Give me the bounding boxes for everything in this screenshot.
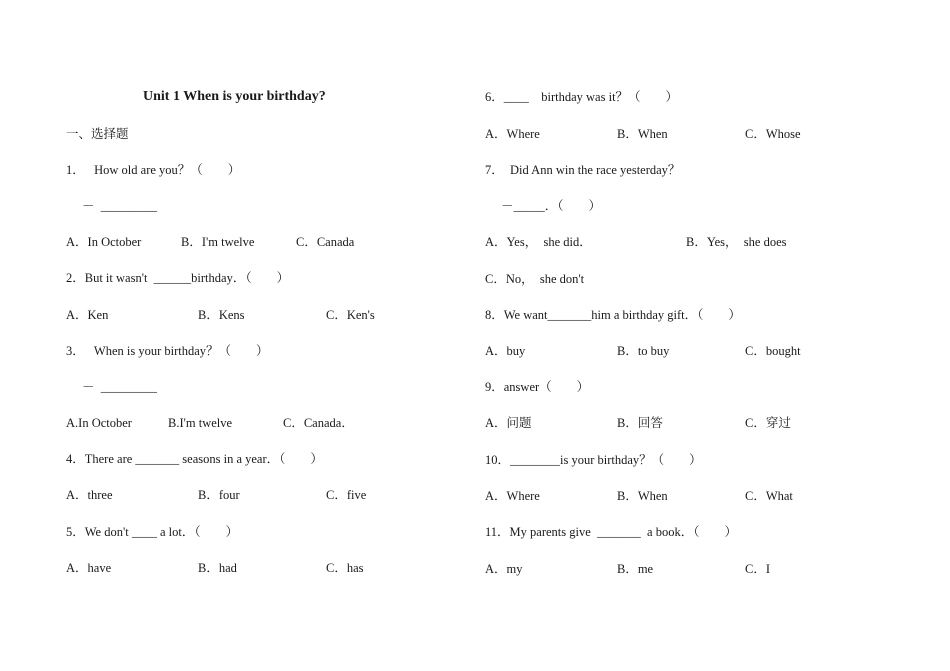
q10-option-b: B．When <box>617 489 668 503</box>
q1-option-b: B．I'm twelve <box>181 235 255 249</box>
q4-stem: 4．There are _______ seasons in a year．（ ） <box>66 452 323 466</box>
q7-option-c: C．No， she don't <box>485 272 585 286</box>
q6-option-c: C．Whose <box>745 127 801 141</box>
q3-answer-line: － _________ <box>82 380 158 394</box>
q9-option-b: B．回答 <box>617 416 663 430</box>
q2-stem: 2．But it wasn't ______birthday．（ ） <box>66 271 290 285</box>
q3-option-b: B.I'm twelve <box>168 416 233 430</box>
q1-option-a: A．In October <box>66 235 142 249</box>
q5-stem: 5．We don't ____ a lot．（ ） <box>66 525 239 539</box>
q6-option-b: B．When <box>617 127 668 141</box>
q3-option-a: A.In October <box>66 416 132 430</box>
q10-option-a: A．Where <box>485 489 540 503</box>
q9-stem: 9．answer（ ） <box>485 380 590 394</box>
q11-option-b: B．me <box>617 562 654 576</box>
q7-answer-line: －_____．（ ） <box>501 199 602 213</box>
q7-option-a: A．Yes， she did． <box>485 235 592 249</box>
q8-option-c: C．bought <box>745 344 801 358</box>
q1-stem: 1． How old are you？（ ） <box>66 163 241 177</box>
worksheet-title: Unit 1 When is your birthday? <box>143 89 326 104</box>
q1-option-c: C．Canada <box>296 235 355 249</box>
q10-option-c: C．What <box>745 489 793 503</box>
q9-option-a: A．问题 <box>485 416 532 430</box>
q11-option-c: C．I <box>745 562 771 576</box>
section-heading: 一、选择题 <box>66 127 129 141</box>
q9-option-c: C．穿过 <box>745 416 791 430</box>
q5-option-b: B．had <box>198 561 237 575</box>
q8-option-b: B．to buy <box>617 344 670 358</box>
q4-option-b: B．four <box>198 488 240 502</box>
q4-option-c: C．five <box>326 488 367 502</box>
q7-option-b: B．Yes， she does <box>686 235 787 249</box>
q3-stem: 3． When is your birthday？（ ） <box>66 344 269 358</box>
q5-option-a: A．have <box>66 561 112 575</box>
q7-stem: 7． Did Ann win the race yesterday？ <box>485 163 681 177</box>
q11-stem: 11．My parents give _______ a book．（ ） <box>485 525 737 539</box>
q1-answer-line: － _________ <box>82 199 158 213</box>
q2-option-a: A．Ken <box>66 308 109 322</box>
q3-option-c: C．Canada． <box>283 416 354 430</box>
q6-stem: 6．____ birthday was it？（ ） <box>485 90 679 104</box>
q8-stem: 8．We want_______him a birthday gift．（ ） <box>485 308 741 322</box>
q11-option-a: A．my <box>485 562 523 576</box>
q2-option-c: C．Ken's <box>326 308 375 322</box>
q6-option-a: A．Where <box>485 127 540 141</box>
q10-stem: 10．________is your birthday？（ ） <box>485 453 702 467</box>
q2-option-b: B．Kens <box>198 308 245 322</box>
q5-option-c: C．has <box>326 561 364 575</box>
q4-option-a: A．three <box>66 488 113 502</box>
q8-option-a: A．buy <box>485 344 526 358</box>
